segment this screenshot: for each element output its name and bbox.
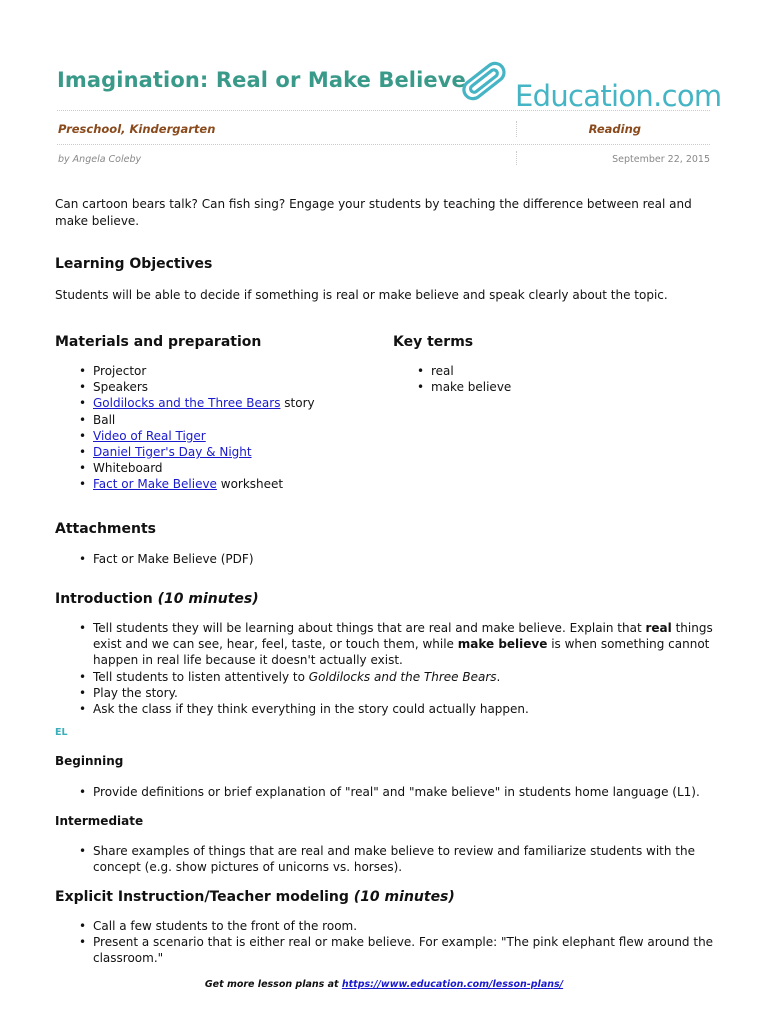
subject: Reading [588,122,641,136]
author: by Angela Coleby [58,154,142,165]
list-item: • Play the story. [55,685,715,701]
worksheet-suffix: worksheet [216,477,284,492]
goldilocks-link[interactable]: Goldilocks and the Three Bears [93,396,281,411]
footer [0,979,768,990]
introduction-duration: (10 minutes) [157,591,259,607]
byline-separator [516,151,517,165]
list-item: • Projector [55,363,375,379]
list-item: • Share examples of things that are real and make believe to review and familiarize students with the concept (e.g. show pictures of unicorns vs. horses). [55,843,715,875]
intermediate-heading: Intermediate [55,814,144,828]
list-item [55,620,715,669]
list-item: • real [393,363,693,379]
introduction-heading-text: Introduction [55,591,153,607]
attachment-item[interactable]: • Fact or Make Believe (PDF) [55,551,695,567]
intro-step-text: things exist and we can see, hear, feel, taste, or touch them, while [93,621,713,652]
list-item: • Whiteboard [55,460,375,476]
list-item [55,444,375,460]
list-item [55,476,375,492]
el-label: EL [55,727,68,738]
list-item [55,395,375,411]
list-item: • make believe [393,379,693,395]
term-make-believe: make believe [457,637,548,652]
key-terms-heading: Key terms [393,334,474,350]
list-item: • Present a scenario that is either real or make believe. For example: "The pink elephant flew around the classroom." [55,934,715,966]
meta-separator [516,121,517,137]
publish-date: September 22, 2015 [612,154,710,165]
materials-list [55,363,375,493]
intermediate-list [55,843,715,875]
introduction-heading [55,591,259,607]
brand-name[interactable]: Education.com [515,79,722,113]
explicit-instruction-list [55,918,715,967]
worksheet-link[interactable]: Fact or Make Believe [93,477,217,492]
attachments-heading: Attachments [55,521,157,537]
key-terms-list [393,363,693,395]
goldilocks-suffix: story [280,396,315,411]
learning-objectives-text: Students will be able to decide if something is real or make believe and speak clearly about the topic. [55,288,668,302]
footer-link[interactable]: https://www.education.com/lesson-plans/ [341,979,564,990]
grade-level: Preschool, Kindergarten [58,122,216,136]
daniel-tiger-link[interactable]: Daniel Tiger's Day & Night [93,445,252,460]
header-divider [57,110,710,111]
introduction-list [55,620,715,717]
tiger-video-link[interactable]: Video of Real Tiger [93,428,206,443]
explicit-duration: (10 minutes) [353,889,455,905]
list-item [55,669,715,685]
list-item: • Ball [55,412,375,428]
meta-divider [57,144,710,145]
list-item: • Provide definitions or brief explanation of "real" and "make believe" in students home language (L1). [55,784,715,800]
intro-step-text: . [496,669,501,684]
explicit-instruction-heading [55,889,455,905]
beginning-heading: Beginning [55,754,124,768]
term-real: real [645,621,672,635]
story-title: Goldilocks and the Three Bears [308,669,497,684]
materials-heading: Materials and preparation [55,334,262,350]
footer-text: Get more lesson plans at [204,979,342,990]
explicit-heading-text: Explicit Instruction/Teacher modeling [55,889,349,905]
beginning-list [55,784,715,800]
attachments-list [55,551,695,567]
learning-objectives-heading: Learning Objectives [55,256,213,272]
intro-step-text: Tell students they will be learning about things that are real and make believe. Explain that [93,621,646,635]
page-title: Imagination: Real or Make Believe [57,68,466,92]
intro-text: Can cartoon bears talk? Can fish sing? Engage your students by teaching the difference between real and make believe. [55,197,692,228]
list-item: • Call a few students to the front of the room. [55,918,715,934]
intro-step-text: Tell students to listen attentively to [93,669,309,684]
list-item: • Ask the class if they think everything in the story could actually happen. [55,701,715,717]
list-item: • Speakers [55,379,375,395]
intro-step-text: is when something cannot happen in real life because it doesn't actually exist. [93,637,710,668]
list-item [55,428,375,444]
